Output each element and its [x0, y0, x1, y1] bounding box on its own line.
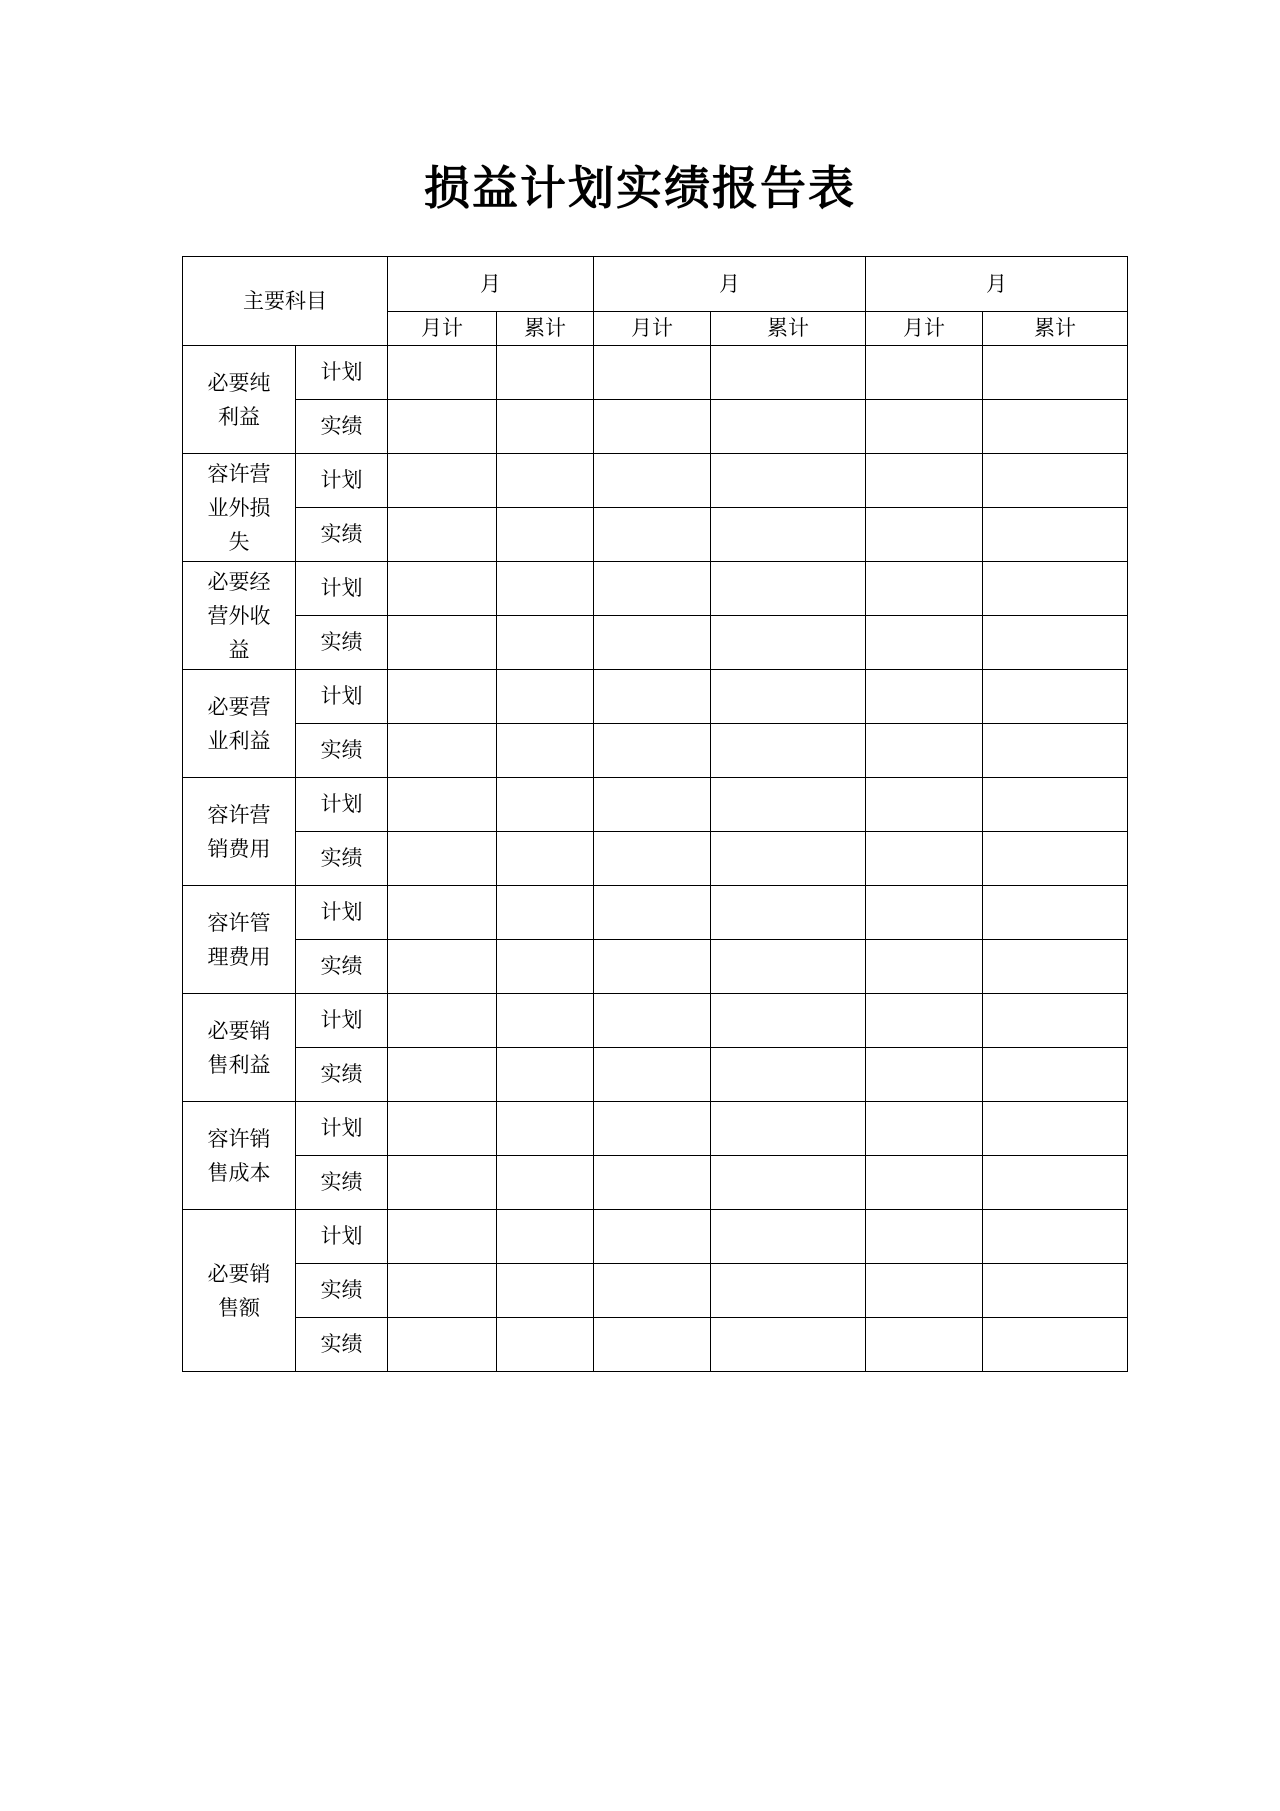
cumulative-value-cell[interactable] — [711, 508, 866, 562]
monthly-total-header: 月计 — [866, 312, 983, 346]
cumulative-value-cell[interactable] — [983, 724, 1128, 778]
item-label: 计划 — [296, 778, 388, 832]
category-label: 必要销售额 — [207, 1261, 271, 1320]
cumulative-value-cell[interactable] — [711, 724, 866, 778]
cumulative-value-cell[interactable] — [983, 778, 1128, 832]
item-label: 计划 — [296, 346, 388, 400]
cumulative-value-cell[interactable] — [497, 1156, 594, 1210]
cumulative-value-cell[interactable] — [497, 1318, 594, 1372]
cumulative-header: 累计 — [983, 312, 1128, 346]
category-label: 容许营销费用 — [207, 802, 271, 861]
item-label: 计划 — [296, 994, 388, 1048]
item-label: 实绩 — [296, 1156, 388, 1210]
category-label: 必要纯利益 — [207, 370, 271, 429]
monthly-value-cell[interactable] — [594, 1102, 711, 1156]
table-row — [183, 1264, 1128, 1318]
category-cell — [183, 886, 296, 994]
cumulative-value-cell[interactable] — [497, 670, 594, 724]
monthly-total-header: 月计 — [594, 312, 711, 346]
monthly-value-cell[interactable] — [388, 886, 497, 940]
table-row — [183, 1318, 1128, 1372]
item-label: 计划 — [296, 886, 388, 940]
monthly-value-cell[interactable] — [594, 1318, 711, 1372]
monthly-value-cell[interactable] — [594, 1048, 711, 1102]
monthly-value-cell[interactable] — [866, 778, 983, 832]
monthly-value-cell[interactable] — [388, 454, 497, 508]
item-label: 实绩 — [296, 616, 388, 670]
table-row — [183, 994, 1128, 1048]
cumulative-value-cell[interactable] — [711, 562, 866, 616]
cumulative-value-cell[interactable] — [983, 940, 1128, 994]
category-cell — [183, 346, 296, 454]
cumulative-value-cell[interactable] — [711, 616, 866, 670]
table-row — [183, 886, 1128, 940]
item-label: 实绩 — [296, 940, 388, 994]
cumulative-value-cell[interactable] — [983, 1264, 1128, 1318]
item-label: 计划 — [296, 1102, 388, 1156]
cumulative-value-cell[interactable] — [983, 1210, 1128, 1264]
monthly-value-cell[interactable] — [866, 1156, 983, 1210]
monthly-value-cell[interactable] — [388, 940, 497, 994]
cumulative-header: 累计 — [711, 312, 866, 346]
monthly-value-cell[interactable] — [594, 508, 711, 562]
monthly-value-cell[interactable] — [594, 886, 711, 940]
cumulative-value-cell[interactable] — [983, 508, 1128, 562]
monthly-value-cell[interactable] — [866, 616, 983, 670]
cumulative-value-cell[interactable] — [497, 346, 594, 400]
monthly-value-cell[interactable] — [388, 400, 497, 454]
cumulative-value-cell[interactable] — [497, 1048, 594, 1102]
category-label: 必要经营外收益 — [207, 569, 271, 662]
table-row — [183, 1156, 1128, 1210]
monthly-value-cell[interactable] — [866, 886, 983, 940]
header-row-months — [183, 257, 1128, 312]
category-label: 容许营业外损失 — [207, 461, 271, 554]
monthly-value-cell[interactable] — [388, 346, 497, 400]
table-row — [183, 1210, 1128, 1264]
monthly-value-cell[interactable] — [388, 1264, 497, 1318]
cumulative-value-cell[interactable] — [497, 454, 594, 508]
cumulative-value-cell[interactable] — [497, 940, 594, 994]
monthly-value-cell[interactable] — [388, 1102, 497, 1156]
monthly-value-cell[interactable] — [594, 454, 711, 508]
cumulative-value-cell[interactable] — [497, 994, 594, 1048]
table-row — [183, 562, 1128, 616]
cumulative-value-cell[interactable] — [711, 1264, 866, 1318]
monthly-value-cell[interactable] — [594, 1264, 711, 1318]
monthly-value-cell[interactable] — [594, 832, 711, 886]
cumulative-value-cell[interactable] — [983, 994, 1128, 1048]
monthly-value-cell[interactable] — [594, 778, 711, 832]
item-label: 实绩 — [296, 1048, 388, 1102]
category-cell — [183, 562, 296, 670]
cumulative-value-cell[interactable] — [983, 886, 1128, 940]
category-cell — [183, 670, 296, 778]
monthly-value-cell[interactable] — [866, 1264, 983, 1318]
cumulative-value-cell[interactable] — [711, 346, 866, 400]
cumulative-value-cell[interactable] — [711, 778, 866, 832]
cumulative-value-cell[interactable] — [497, 616, 594, 670]
cumulative-header: 累计 — [497, 312, 594, 346]
category-cell — [183, 994, 296, 1102]
table-row — [183, 616, 1128, 670]
category-cell — [183, 1102, 296, 1210]
item-label: 实绩 — [296, 1264, 388, 1318]
monthly-value-cell[interactable] — [594, 1210, 711, 1264]
month-header[interactable]: 月 — [388, 257, 594, 312]
cumulative-value-cell[interactable] — [497, 886, 594, 940]
category-label: 必要销售利益 — [207, 1018, 271, 1077]
cumulative-value-cell[interactable] — [983, 454, 1128, 508]
cumulative-value-cell[interactable] — [711, 940, 866, 994]
table-row — [183, 508, 1128, 562]
monthly-value-cell[interactable] — [866, 346, 983, 400]
cumulative-value-cell[interactable] — [983, 832, 1128, 886]
table-row — [183, 670, 1128, 724]
monthly-value-cell[interactable] — [388, 616, 497, 670]
cumulative-value-cell[interactable] — [711, 454, 866, 508]
cumulative-value-cell[interactable] — [497, 1102, 594, 1156]
category-label: 必要营业利益 — [207, 694, 271, 753]
monthly-value-cell[interactable] — [866, 454, 983, 508]
subject-header: 主要科目 — [183, 257, 388, 346]
monthly-value-cell[interactable] — [866, 1102, 983, 1156]
cumulative-value-cell[interactable] — [497, 508, 594, 562]
monthly-total-header: 月计 — [388, 312, 497, 346]
item-label: 实绩 — [296, 832, 388, 886]
cumulative-value-cell[interactable] — [497, 1264, 594, 1318]
monthly-value-cell[interactable] — [388, 670, 497, 724]
monthly-value-cell[interactable] — [866, 940, 983, 994]
cumulative-value-cell[interactable] — [497, 778, 594, 832]
cumulative-value-cell[interactable] — [983, 616, 1128, 670]
monthly-value-cell[interactable] — [594, 940, 711, 994]
cumulative-value-cell[interactable] — [983, 670, 1128, 724]
cumulative-value-cell[interactable] — [711, 1102, 866, 1156]
monthly-value-cell[interactable] — [388, 832, 497, 886]
cumulative-value-cell[interactable] — [497, 832, 594, 886]
monthly-value-cell[interactable] — [594, 616, 711, 670]
item-label: 实绩 — [296, 724, 388, 778]
item-label: 计划 — [296, 454, 388, 508]
item-label: 实绩 — [296, 400, 388, 454]
cumulative-value-cell[interactable] — [983, 346, 1128, 400]
monthly-value-cell[interactable] — [866, 1318, 983, 1372]
category-cell — [183, 778, 296, 886]
monthly-value-cell[interactable] — [866, 832, 983, 886]
monthly-value-cell[interactable] — [594, 994, 711, 1048]
cumulative-value-cell[interactable] — [711, 832, 866, 886]
item-label: 实绩 — [296, 508, 388, 562]
table-body — [183, 257, 1128, 1372]
monthly-value-cell[interactable] — [866, 1048, 983, 1102]
month-header[interactable]: 月 — [866, 257, 1128, 312]
monthly-value-cell[interactable] — [388, 994, 497, 1048]
table-row — [183, 1048, 1128, 1102]
category-cell — [183, 1210, 296, 1372]
monthly-value-cell[interactable] — [388, 1318, 497, 1372]
cumulative-value-cell[interactable] — [497, 400, 594, 454]
cumulative-value-cell[interactable] — [983, 1048, 1128, 1102]
monthly-value-cell[interactable] — [594, 400, 711, 454]
table-row — [183, 346, 1128, 400]
cumulative-value-cell[interactable] — [711, 1156, 866, 1210]
cumulative-value-cell[interactable] — [711, 1318, 866, 1372]
cumulative-value-cell[interactable] — [711, 1048, 866, 1102]
table-row — [183, 454, 1128, 508]
page-title: 损益计划实绩报告表 — [424, 161, 856, 215]
cumulative-value-cell[interactable] — [983, 1318, 1128, 1372]
cumulative-value-cell[interactable] — [711, 994, 866, 1048]
monthly-value-cell[interactable] — [388, 1048, 497, 1102]
item-label: 计划 — [296, 1210, 388, 1264]
monthly-value-cell[interactable] — [388, 1156, 497, 1210]
cumulative-value-cell[interactable] — [497, 724, 594, 778]
monthly-value-cell[interactable] — [866, 994, 983, 1048]
table-row — [183, 1102, 1128, 1156]
monthly-value-cell[interactable] — [388, 508, 497, 562]
monthly-value-cell[interactable] — [594, 346, 711, 400]
table-row — [183, 778, 1128, 832]
category-label: 容许销售成本 — [207, 1126, 271, 1185]
monthly-value-cell[interactable] — [388, 724, 497, 778]
item-label: 实绩 — [296, 1318, 388, 1372]
category-cell — [183, 454, 296, 562]
cumulative-value-cell[interactable] — [983, 1156, 1128, 1210]
report-table — [182, 256, 1128, 1372]
monthly-value-cell[interactable] — [866, 400, 983, 454]
cumulative-value-cell[interactable] — [711, 670, 866, 724]
monthly-value-cell[interactable] — [866, 508, 983, 562]
table-row — [183, 940, 1128, 994]
table-row — [183, 400, 1128, 454]
cumulative-value-cell[interactable] — [711, 1210, 866, 1264]
monthly-value-cell[interactable] — [594, 1156, 711, 1210]
cumulative-value-cell[interactable] — [711, 400, 866, 454]
monthly-value-cell[interactable] — [866, 670, 983, 724]
cumulative-value-cell[interactable] — [497, 562, 594, 616]
month-header[interactable]: 月 — [594, 257, 866, 312]
monthly-value-cell[interactable] — [866, 724, 983, 778]
cumulative-value-cell[interactable] — [711, 886, 866, 940]
monthly-value-cell[interactable] — [388, 778, 497, 832]
cumulative-value-cell[interactable] — [497, 1210, 594, 1264]
category-label: 容许管理费用 — [207, 910, 271, 969]
cumulative-value-cell[interactable] — [983, 1102, 1128, 1156]
monthly-value-cell[interactable] — [866, 562, 983, 616]
monthly-value-cell[interactable] — [594, 562, 711, 616]
monthly-value-cell[interactable] — [594, 670, 711, 724]
table-row — [183, 832, 1128, 886]
cumulative-value-cell[interactable] — [983, 562, 1128, 616]
monthly-value-cell[interactable] — [388, 1210, 497, 1264]
monthly-value-cell[interactable] — [594, 724, 711, 778]
cumulative-value-cell[interactable] — [983, 400, 1128, 454]
monthly-value-cell[interactable] — [388, 562, 497, 616]
table-row — [183, 724, 1128, 778]
item-label: 计划 — [296, 670, 388, 724]
monthly-value-cell[interactable] — [866, 1210, 983, 1264]
item-label: 计划 — [296, 562, 388, 616]
